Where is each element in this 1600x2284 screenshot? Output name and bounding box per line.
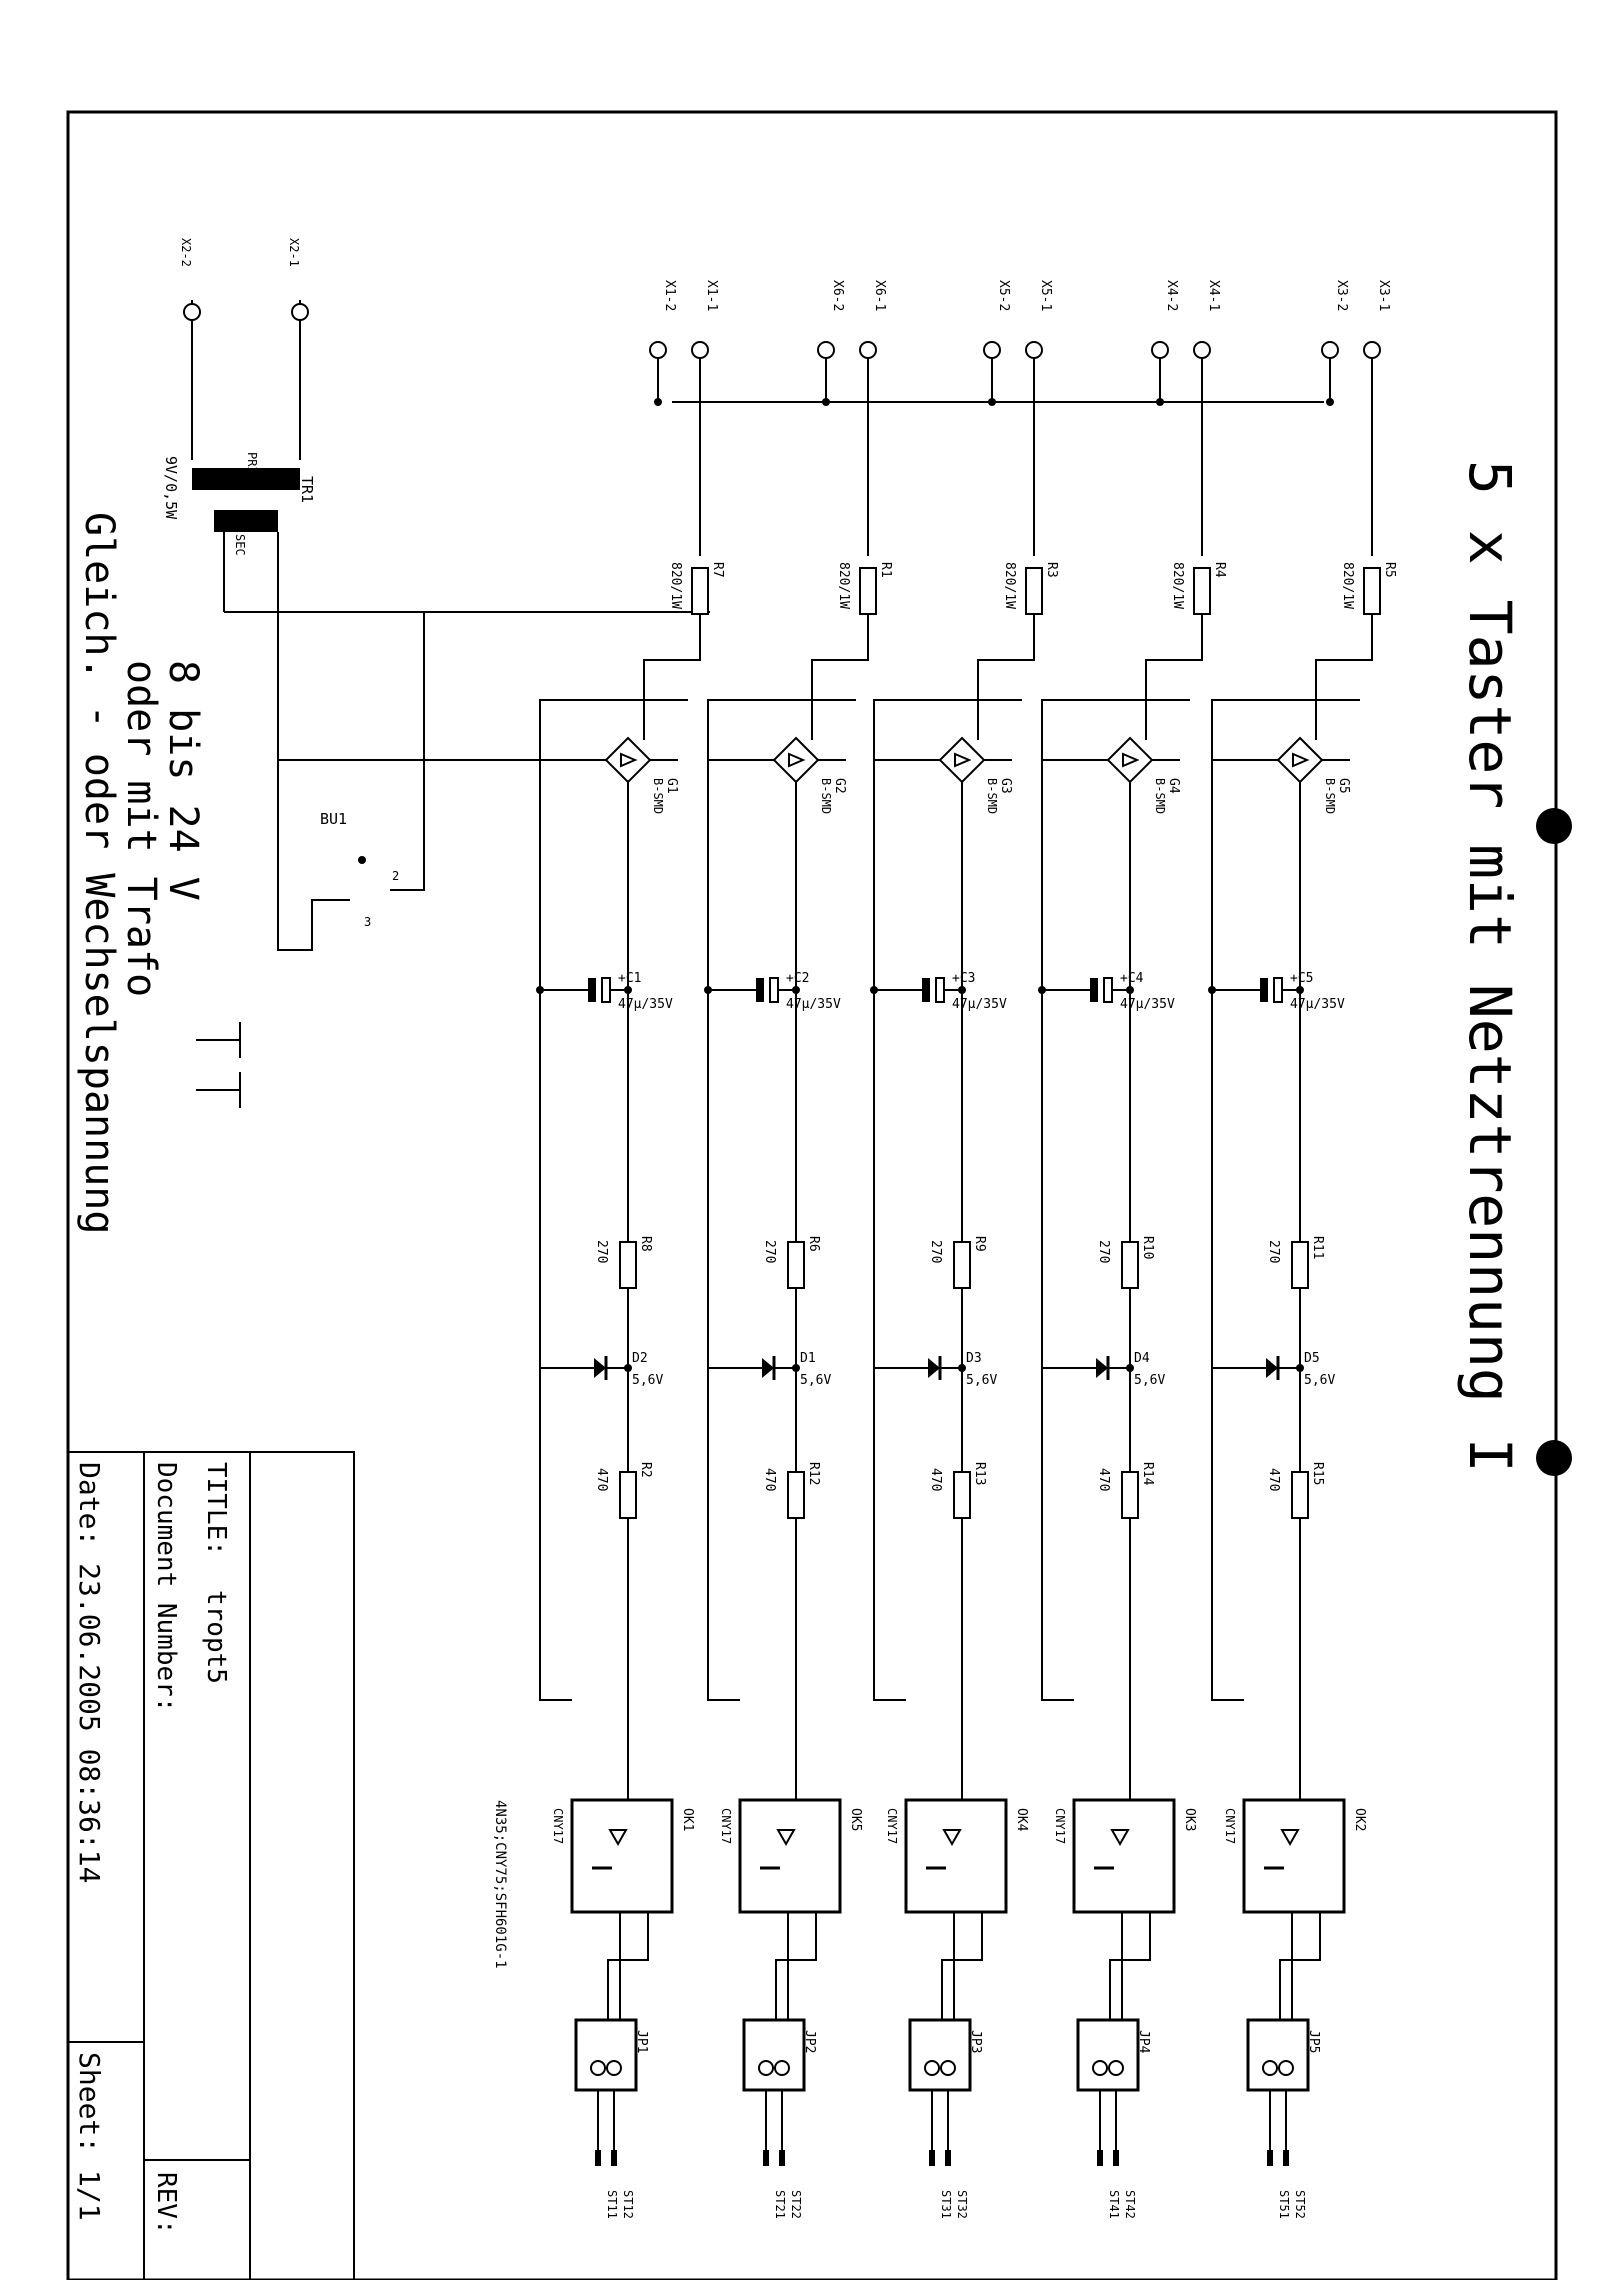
jumper-pin xyxy=(1263,2061,1277,2075)
bridge-ref: G3 xyxy=(998,778,1013,794)
capacitor-value: 47µ/35V xyxy=(952,997,1007,1012)
resistor-in-value: 820/1W xyxy=(1170,562,1185,609)
junction-dot xyxy=(1126,1364,1134,1372)
bridge-rectifier xyxy=(940,738,984,782)
terminal-in-b xyxy=(984,342,1000,358)
terminal-in-b-label: X4-2 xyxy=(1164,280,1179,312)
resistor-a-value: 270 xyxy=(762,1240,777,1264)
zener-ref: D4 xyxy=(1134,1351,1150,1366)
resistor-b-value: 470 xyxy=(928,1468,943,1492)
optocoupler-type: CNY17 xyxy=(1053,1808,1067,1845)
junction-dot xyxy=(704,986,712,994)
terminal-in-b-label: X6-2 xyxy=(830,280,845,312)
resistor-in-value: 820/1W xyxy=(1002,562,1017,609)
output-label-b: ST21 xyxy=(773,2190,787,2219)
terminal-in-a-label: X1-1 xyxy=(704,280,719,312)
jumper-pin xyxy=(775,2061,789,2075)
wire-r-in xyxy=(1146,614,1202,740)
resistor-in xyxy=(1026,568,1042,614)
bridge-rectifier xyxy=(1278,738,1322,782)
output-pin-b xyxy=(1283,2150,1289,2166)
optocoupler-ref: OK2 xyxy=(1352,1808,1367,1832)
output-label-b: ST51 xyxy=(1277,2190,1291,2219)
output-label-b: ST41 xyxy=(1107,2190,1121,2219)
resistor-a xyxy=(620,1242,636,1288)
terminal-in-a-label: X3-1 xyxy=(1376,280,1391,312)
jumper-ref: JP4 xyxy=(1136,2030,1151,2054)
capacitor-plate-neg xyxy=(1090,978,1098,1002)
resistor-b-ref: R2 xyxy=(638,1462,653,1478)
supply-note-line2: oder mit Trafo xyxy=(118,660,164,998)
junction-dot xyxy=(1296,1364,1304,1372)
resistor-a-ref: R11 xyxy=(1310,1236,1325,1260)
terminal-in-a xyxy=(1364,342,1380,358)
channel-3 xyxy=(870,342,1059,2219)
terminal-in-b xyxy=(818,342,834,358)
zener-value: 5,6V xyxy=(800,1373,832,1388)
terminal-in-a xyxy=(1026,342,1042,358)
resistor-b-value: 470 xyxy=(762,1468,777,1492)
resistor-in-ref: R1 xyxy=(878,562,893,578)
jumper-pin xyxy=(1279,2061,1293,2075)
frame-marker-dot-1 xyxy=(1536,808,1572,844)
capacitor-plate-pos xyxy=(936,978,944,1002)
wire-ok-out-b xyxy=(608,1912,648,2020)
ok-alt-types: 4N35;CNY75;SFH601G-1 xyxy=(492,1800,508,1969)
title-block-title-value: tropt5 xyxy=(201,1590,231,1684)
terminal-in-b-label: X1-2 xyxy=(662,280,677,312)
bu1-pin-2: 2 xyxy=(392,869,400,883)
terminal-in-b xyxy=(1322,342,1338,358)
resistor-in xyxy=(1194,568,1210,614)
resistor-b-ref: R15 xyxy=(1310,1462,1325,1486)
zener-value: 5,6V xyxy=(632,1373,664,1388)
zener-diode xyxy=(1096,1358,1108,1378)
wire-return xyxy=(1212,760,1244,1700)
resistor-a-ref: R8 xyxy=(638,1236,653,1252)
junction-dot xyxy=(870,986,878,994)
resistor-in-value: 820/1W xyxy=(668,562,683,609)
resistor-b xyxy=(1292,1472,1308,1518)
terminal-in-b-label: X3-2 xyxy=(1334,280,1349,312)
resistor-a-value: 270 xyxy=(1266,1240,1281,1264)
resistor-in xyxy=(692,568,708,614)
title-block-rev: REV: xyxy=(151,2172,181,2235)
tr1-pri: PRI xyxy=(245,452,259,474)
output-label-b: ST31 xyxy=(939,2190,953,2219)
output-label-a: ST42 xyxy=(1123,2190,1137,2219)
capacitor-value: 47µ/35V xyxy=(1290,997,1345,1012)
optocoupler xyxy=(1074,1800,1174,1912)
zener-ref: D1 xyxy=(800,1351,816,1366)
resistor-b xyxy=(1122,1472,1138,1518)
bu1-pin-3: 3 xyxy=(364,915,372,929)
bridge-rectifier xyxy=(1108,738,1152,782)
output-label-a: ST32 xyxy=(955,2190,969,2219)
terminal-in-a-label: X5-1 xyxy=(1038,280,1053,312)
resistor-in-ref: R7 xyxy=(710,562,725,578)
optocoupler-ref: OK1 xyxy=(680,1808,695,1832)
junction-dot xyxy=(1326,398,1334,406)
zener-value: 5,6V xyxy=(1304,1373,1336,1388)
resistor-a-ref: R9 xyxy=(972,1236,987,1252)
drawing-frame xyxy=(68,112,1556,2280)
bridge-rectifier xyxy=(606,738,650,782)
output-label-a: ST52 xyxy=(1293,2190,1307,2219)
output-label-a: ST12 xyxy=(621,2190,635,2219)
jumper-pin xyxy=(941,2061,955,2075)
resistor-in-value: 820/1W xyxy=(1340,562,1355,609)
jumper-ref: JP1 xyxy=(634,2030,649,2054)
junction-dot xyxy=(958,1364,966,1372)
jumper-pin xyxy=(925,2061,939,2075)
wire-r-in xyxy=(978,614,1034,740)
jumper-pin xyxy=(1093,2061,1107,2075)
terminal-in-a xyxy=(692,342,708,358)
resistor-a-ref: R6 xyxy=(806,1236,821,1252)
optocoupler-ref: OK4 xyxy=(1014,1808,1029,1832)
channel-2 xyxy=(1038,342,1227,2219)
capacitor-value: 47µ/35V xyxy=(1120,997,1175,1012)
capacitor-plate-pos xyxy=(602,978,610,1002)
resistor-a xyxy=(788,1242,804,1288)
resistor-a xyxy=(1292,1242,1308,1288)
output-pin-b xyxy=(779,2150,785,2166)
tr1-terminal-a: X2-1 xyxy=(287,238,301,267)
supply-note-line1: 8 bis 24 V xyxy=(160,660,206,901)
resistor-in-value: 820/1W xyxy=(836,562,851,609)
zener-diode xyxy=(762,1358,774,1378)
optocoupler-type: CNY17 xyxy=(1223,1808,1237,1845)
wire-r-in xyxy=(644,614,700,740)
optocoupler xyxy=(906,1800,1006,1912)
output-pin-b xyxy=(1113,2150,1119,2166)
jumper-ref: JP5 xyxy=(1306,2030,1321,2054)
socket-bu1 xyxy=(278,612,424,950)
resistor-in-ref: R5 xyxy=(1382,562,1397,578)
capacitor-ref: +C3 xyxy=(952,971,976,986)
junction-dot xyxy=(958,986,966,994)
resistor-a xyxy=(1122,1242,1138,1288)
junction-dot xyxy=(792,986,800,994)
resistor-a-ref: R10 xyxy=(1140,1236,1155,1260)
resistor-in-ref: R3 xyxy=(1044,562,1059,578)
resistor-a-value: 270 xyxy=(1096,1240,1111,1264)
page-title: 5 x Taster mit Netztrennung I xyxy=(1456,460,1524,1473)
capacitor-ref: +C1 xyxy=(618,971,642,986)
bridge-rectifier xyxy=(774,738,818,782)
output-label-a: ST22 xyxy=(789,2190,803,2219)
ground-symbols xyxy=(196,1022,240,1108)
zener-diode xyxy=(1266,1358,1278,1378)
capacitor-value: 47µ/35V xyxy=(786,997,841,1012)
capacitor-plate-neg xyxy=(1260,978,1268,1002)
optocoupler-ref: OK3 xyxy=(1182,1808,1197,1832)
terminal-in-a-label: X6-1 xyxy=(872,280,887,312)
wire-ok-out-b xyxy=(942,1912,982,2020)
title-block xyxy=(68,1452,354,2280)
wire-return xyxy=(540,760,572,1700)
jumper-ref: JP2 xyxy=(802,2030,817,2054)
wire-ok-out-b xyxy=(1110,1912,1150,2020)
output-pin-a xyxy=(595,2150,601,2166)
resistor-b xyxy=(620,1472,636,1518)
output-pin-a xyxy=(1097,2150,1103,2166)
wire-ok-out-b xyxy=(776,1912,816,2020)
bridge-ref: G1 xyxy=(664,778,679,794)
resistor-b xyxy=(954,1472,970,1518)
title-block-title-label: TITLE: xyxy=(201,1462,231,1556)
channel-group xyxy=(224,280,1397,2219)
zener-ref: D3 xyxy=(966,1351,982,1366)
zener-diode xyxy=(594,1358,606,1378)
tr1-value: 9V/0,5W xyxy=(162,456,180,520)
tr1-ref: TR1 xyxy=(298,476,316,504)
wire-ok-out-b xyxy=(1280,1912,1320,2020)
jumper-block xyxy=(1248,2020,1308,2090)
optocoupler-type: CNY17 xyxy=(885,1808,899,1845)
jumper-pin xyxy=(607,2061,621,2075)
channel-1 xyxy=(1208,342,1397,2219)
optocoupler-ref: OK5 xyxy=(848,1808,863,1832)
supply-note-line3: Gleich. - oder Wechselspannung xyxy=(76,512,122,1235)
junction-dot xyxy=(1296,986,1304,994)
jumper-ref: JP3 xyxy=(968,2030,983,2054)
junction-dot xyxy=(822,398,830,406)
capacitor-plate-neg xyxy=(922,978,930,1002)
capacitor-value: 47µ/35V xyxy=(618,997,673,1012)
resistor-a-value: 270 xyxy=(594,1240,609,1264)
jumper-block xyxy=(1078,2020,1138,2090)
resistor-a xyxy=(954,1242,970,1288)
output-pin-b xyxy=(611,2150,617,2166)
terminal-in-b-label: X5-2 xyxy=(996,280,1011,312)
wire-return xyxy=(1042,760,1074,1700)
junction-dot xyxy=(1156,398,1164,406)
capacitor-plate-pos xyxy=(1104,978,1112,1002)
resistor-b xyxy=(788,1472,804,1518)
wire-r-in xyxy=(1316,614,1372,740)
resistor-b-value: 470 xyxy=(594,1468,609,1492)
title-block-date: Date: 23.06.2005 08:36:14 xyxy=(73,1462,106,1884)
output-pin-a xyxy=(929,2150,935,2166)
bridge-value: B-SMD xyxy=(1153,778,1167,815)
junction-dot xyxy=(654,398,662,406)
bridge-value: B-SMD xyxy=(651,778,665,815)
bu1-ref: BU1 xyxy=(320,810,348,828)
junction-dot xyxy=(624,1364,632,1372)
tr1-terminal-b: X2-2 xyxy=(179,238,193,267)
output-label-b: ST11 xyxy=(605,2190,619,2219)
junction-dot xyxy=(1038,986,1046,994)
output-pin-b xyxy=(945,2150,951,2166)
jumper-block xyxy=(910,2020,970,2090)
jumper-pin xyxy=(1109,2061,1123,2075)
optocoupler xyxy=(1244,1800,1344,1912)
zener-ref: D5 xyxy=(1304,1351,1320,1366)
optocoupler-type: CNY17 xyxy=(719,1808,733,1845)
wire-return xyxy=(874,760,906,1700)
output-pin-a xyxy=(763,2150,769,2166)
optocoupler xyxy=(740,1800,840,1912)
jumper-block xyxy=(576,2020,636,2090)
junction-dot xyxy=(536,986,544,994)
resistor-b-value: 470 xyxy=(1096,1468,1111,1492)
terminal-in-b xyxy=(650,342,666,358)
capacitor-plate-pos xyxy=(770,978,778,1002)
bridge-value: B-SMD xyxy=(819,778,833,815)
channel-5 xyxy=(536,342,725,2219)
jumper-pin xyxy=(591,2061,605,2075)
capacitor-ref: +C2 xyxy=(786,971,810,986)
capacitor-ref: +C4 xyxy=(1120,971,1144,986)
resistor-in xyxy=(860,568,876,614)
bridge-value: B-SMD xyxy=(985,778,999,815)
bridge-ref: G4 xyxy=(1166,778,1181,794)
zener-diode xyxy=(928,1358,940,1378)
bridge-ref: G2 xyxy=(832,778,847,794)
title-block-sheet: Sheet: 1/1 xyxy=(73,2052,106,2221)
channel-4 xyxy=(704,342,893,2219)
jumper-block xyxy=(744,2020,804,2090)
resistor-b-ref: R14 xyxy=(1140,1462,1155,1486)
zener-value: 5,6V xyxy=(1134,1373,1166,1388)
junction-dot xyxy=(624,986,632,994)
capacitor-ref: +C5 xyxy=(1290,971,1314,986)
wire-r-in xyxy=(812,614,868,740)
zener-ref: D2 xyxy=(632,1351,648,1366)
resistor-in xyxy=(1364,568,1380,614)
optocoupler-type: CNY17 xyxy=(551,1808,565,1845)
title-block-document-number: Document Number: xyxy=(151,1462,181,1713)
junction-dot xyxy=(792,1364,800,1372)
frame-marker-dot-2 xyxy=(1536,1440,1572,1476)
output-pin-a xyxy=(1267,2150,1273,2166)
bridge-value: B-SMD xyxy=(1323,778,1337,815)
zener-value: 5,6V xyxy=(966,1373,998,1388)
jumper-pin xyxy=(759,2061,773,2075)
capacitor-plate-neg xyxy=(588,978,596,1002)
bridge-ref: G5 xyxy=(1336,778,1351,794)
junction-dot xyxy=(988,398,996,406)
optocoupler xyxy=(572,1800,672,1912)
tr1-sec: SEC xyxy=(233,534,247,556)
resistor-b-value: 470 xyxy=(1266,1468,1281,1492)
resistor-b-ref: R13 xyxy=(972,1462,987,1486)
resistor-in-ref: R4 xyxy=(1212,562,1227,578)
junction-dot xyxy=(1208,986,1216,994)
terminal-in-a xyxy=(1194,342,1210,358)
wire-return xyxy=(708,760,740,1700)
junction-dot xyxy=(1126,986,1134,994)
terminal-in-b xyxy=(1152,342,1168,358)
resistor-a-value: 270 xyxy=(928,1240,943,1264)
resistor-b-ref: R12 xyxy=(806,1462,821,1486)
capacitor-plate-neg xyxy=(756,978,764,1002)
capacitor-plate-pos xyxy=(1274,978,1282,1002)
terminal-in-a-label: X4-1 xyxy=(1206,280,1221,312)
terminal-in-a xyxy=(860,342,876,358)
